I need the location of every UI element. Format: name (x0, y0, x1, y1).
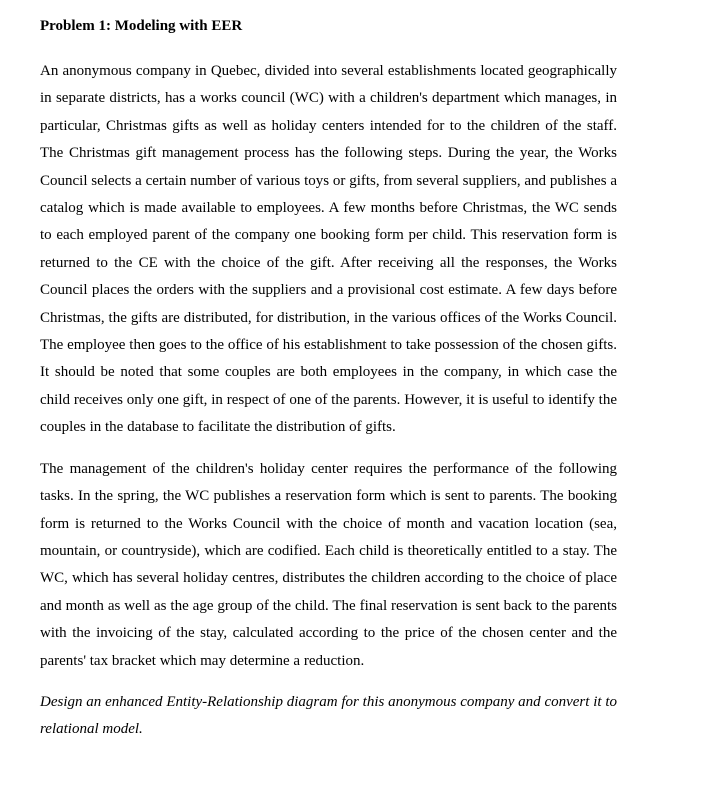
task-instruction: Design an enhanced Entity-Relationship diagram for this anonymous company and convert it to relational model. (40, 693, 617, 738)
paragraph-holiday-center: The management of the children's holiday center requires the performance of the following tasks. In the spring, the WC publishes a reservation form which is sent to parents. The booking form is returned to the Works Council with the choice of month and vacation location (sea, mountain, or countryside), which are codified. Each child is theoretically entitled to a stay. The WC, which has several holiday centres, distributes the children according to the choice of place and month as well as the age group of the child. The final reservation is sent back to the parents with the invoicing of the stay, calculated according to the price of the chosen center and the parents' tax bracket which may determine a reduction. (40, 460, 617, 669)
document-page (40, 14, 617, 744)
problem-title: Problem 1: Modeling with EER (40, 18, 243, 34)
paragraph-christmas-gifts: An anonymous company in Quebec, divided into several establishments located geographically in separate districts, has a works council (WC) with a children's department which manages, in particular, Christmas gifts as well as holiday centers intended for to the children of the staff. The Christmas gift management process has the following steps. During the year, the Works Council selects a certain number of various toys or gifts, from several suppliers, and publishes a catalog which is made available to employees. A few months before Christmas, the WC sends to each employed parent of the company one booking form per child. This reservation form is returned to the CE with the choice of the gift. After receiving all the responses, the Works Council places the orders with the suppliers and a provisional cost estimate. A few days before Christmas, the gifts are distributed, for distribution, in the various offices of the Works Council. The employee then goes to the office of his establishment to take possession of the chosen gifts. It should be noted that some couples are both employees in the company, in which case the child receives only one gift, in respect of one of the parents. However, it is useful to identify the couples in the database to facilitate the distribution of gifts. (40, 63, 617, 436)
